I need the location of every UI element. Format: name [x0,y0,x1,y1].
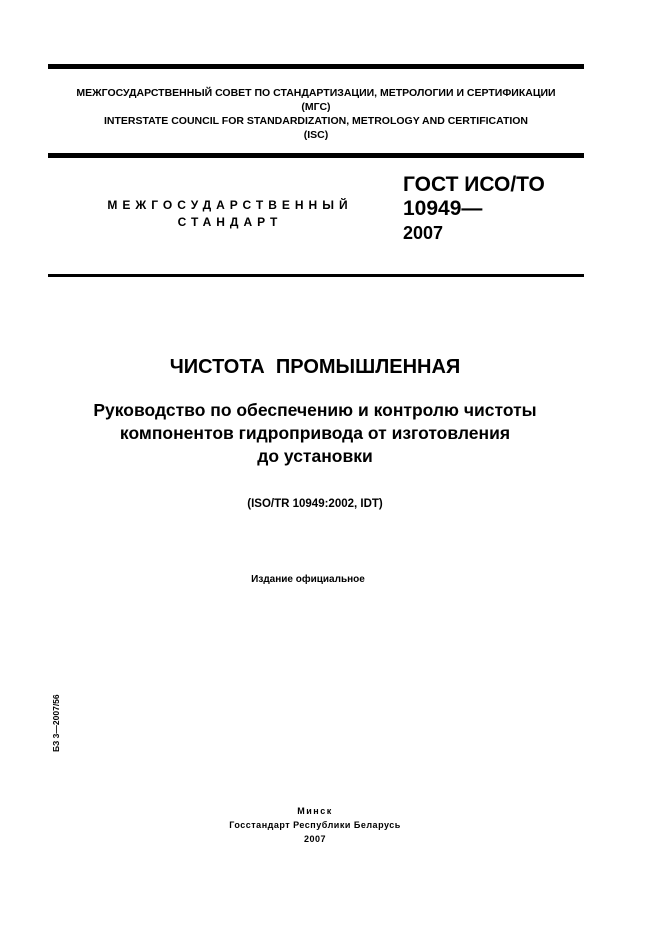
document-title: ЧИСТОТА ПРОМЫШЛЕННАЯ [169,356,461,378]
imprint-city: Минск [297,806,333,816]
council-name-en: INTERSTATE COUNCIL FOR STANDARDIZATION, METROLOGY AND CERTIFICATION [103,115,529,127]
middle-rule [48,153,584,158]
standard-type-line1: МЕЖГОСУДАРСТВЕННЫЙ [107,198,353,212]
council-header [0,86,632,142]
standard-designation [403,173,545,245]
imprint-publisher: Госстандарт Республики Беларусь [229,820,401,830]
edition-note: Издание официальное [251,574,365,585]
designation-line1: ГОСТ ИСО/ТО [403,173,545,196]
subtitle-line: компонентов гидропривода от изготовления [119,423,511,443]
imprint-year: 2007 [303,834,327,844]
council-name-ru: МЕЖГОСУДАРСТВЕННЫЙ СОВЕТ ПО СТАНДАРТИЗАЦИИ, МЕТРОЛОГИИ И СЕРТИФИКАЦИИ [76,87,556,99]
council-abbr-ru: (МГС) [301,101,331,113]
imprint [0,804,630,846]
council-abbr-en: (ISC) [303,129,329,141]
designation-line2: 10949— [403,197,483,220]
document-subtitle [0,399,630,468]
top-rule [48,64,584,69]
bottom-rule [48,274,584,277]
standard-type [100,197,360,231]
iso-reference: (ISO/TR 10949:2002, IDT) [247,498,383,510]
subtitle-line: Руководство по обеспечению и контролю чистоты [93,400,537,420]
designation-year: 2007 [403,223,444,243]
standard-type-line2: СТАНДАРТ [177,215,283,229]
side-code: БЗ 3—2007/56 [51,694,61,752]
subtitle-line: до установки [257,446,373,466]
